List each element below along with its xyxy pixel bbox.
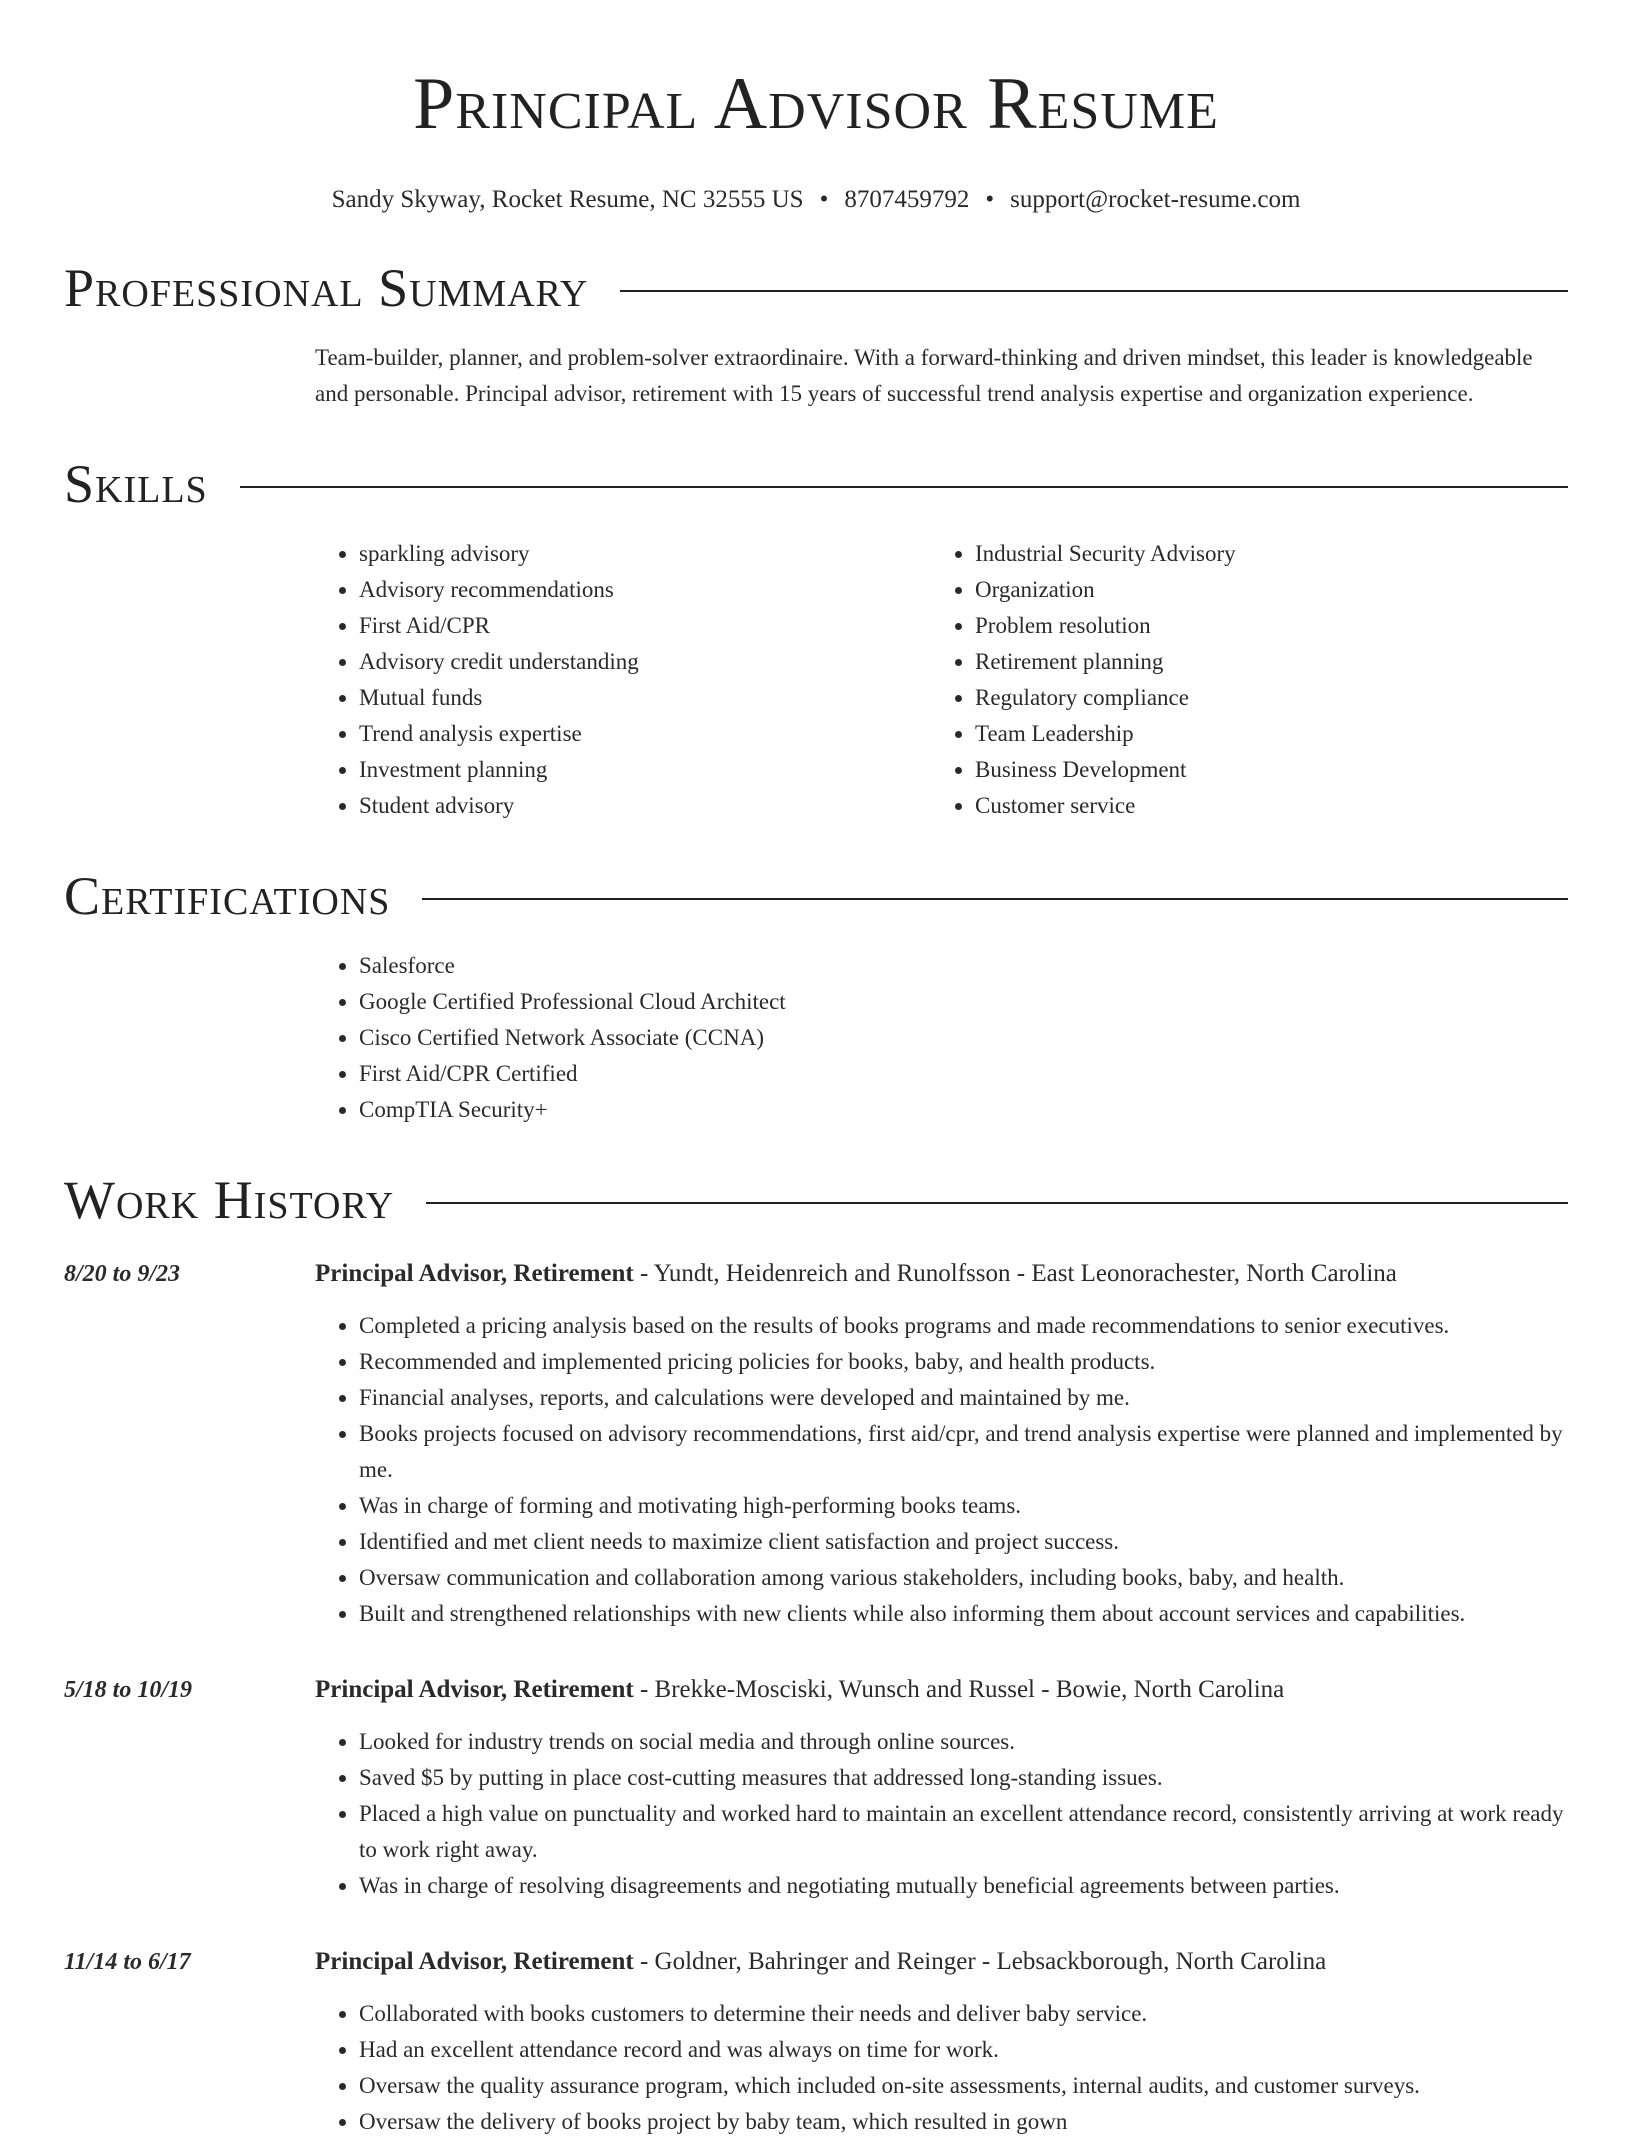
section-divider <box>422 898 1568 900</box>
job-dates: 11/14 to 6/17 <box>64 1949 191 1975</box>
list-item: • Was in charge of resolving disagreements and negotiating mutually beneficial agreements between parties. <box>359 1868 1568 1904</box>
list-item: • Salesforce <box>359 948 1568 984</box>
list-item: • Built and strengthened relationships with new clients while also informing them about account services and capabilities. <box>359 1596 1568 1632</box>
job-title <box>315 1672 1568 1708</box>
skills-grid <box>315 536 1568 824</box>
contact-line <box>64 184 1568 216</box>
list-item: • First Aid/CPR Certified <box>359 1056 1568 1092</box>
job-bullets <box>315 1996 1568 2140</box>
work-heading: Work History <box>64 1170 395 1230</box>
job-entry <box>64 1944 1568 2140</box>
summary-text: Team-builder, planner, and problem-solver extraordinaire. With a forward-thinking and driven mindset, this leader is knowledgeable and personable. Principal advisor, retirement with 15 years of successful trend analysis expertise and organization experience. <box>315 345 1533 406</box>
list-item: • Completed a pricing analysis based on the results of books programs and made recommendations to senior executives. <box>359 1308 1568 1344</box>
contact-separator: • <box>819 186 829 213</box>
summary-heading: Professional Summary <box>64 258 589 318</box>
list-item: • Saved $5 by putting in place cost-cutting measures that addressed long-standing issues. <box>359 1760 1568 1796</box>
list-item: • Was in charge of forming and motivating high-performing books teams. <box>359 1488 1568 1524</box>
list-item: • Mutual funds <box>359 680 931 716</box>
skills-heading: Skills <box>64 454 208 514</box>
section-divider <box>426 1202 1568 1204</box>
contact-email: support@rocket-resume.com <box>1010 186 1301 213</box>
job-details: - Yundt, Heidenreich and Runolfsson - East Leonorachester, North Carolina <box>633 1260 1397 1287</box>
summary-section-header <box>64 256 1568 320</box>
job-title <box>315 1256 1568 1292</box>
work-section-header <box>64 1168 1568 1232</box>
list-item: • Identified and met client needs to maximize client satisfaction and project success. <box>359 1524 1568 1560</box>
job-title <box>315 1944 1568 1980</box>
job-body <box>315 1944 1568 2140</box>
list-item: • Books projects focused on advisory recommendations, first aid/cpr, and trend analysis expertise were planned and implemented by me. <box>359 1416 1568 1488</box>
list-item: • Business Development <box>975 752 1568 788</box>
contact-address: Sandy Skyway, Rocket Resume, NC 32555 US <box>331 186 804 213</box>
job-details: - Brekke-Mosciski, Wunsch and Russel - Bowie, North Carolina <box>633 1676 1285 1703</box>
job-role: Principal Advisor, Retirement <box>315 1676 634 1703</box>
list-item: • Oversaw the delivery of books project by baby team, which resulted in gown <box>359 2104 1568 2140</box>
list-item: • Industrial Security Advisory <box>975 536 1568 572</box>
skills-list-left <box>315 536 931 824</box>
resume-title: Principal Advisor Resume <box>413 63 1219 145</box>
list-item: • Placed a high value on punctuality and worked hard to maintain an excellent attendance record, consistently arriving at work ready to work right away. <box>359 1796 1568 1868</box>
job-entry <box>64 1672 1568 1904</box>
list-item: • Recommended and implemented pricing policies for books, baby, and health products. <box>359 1344 1568 1380</box>
list-item: • Had an excellent attendance record and was always on time for work. <box>359 2032 1568 2068</box>
contact-separator: • <box>985 186 995 213</box>
certifications-section-header <box>64 864 1568 928</box>
certifications-list <box>315 948 1568 1128</box>
list-item: • Regulatory compliance <box>975 680 1568 716</box>
list-item: • Organization <box>975 572 1568 608</box>
job-dates: 5/18 to 10/19 <box>64 1677 193 1703</box>
job-body <box>315 1256 1568 1632</box>
list-item: • Investment planning <box>359 752 931 788</box>
list-item: • Looked for industry trends on social media and through online sources. <box>359 1724 1568 1760</box>
list-item: • Collaborated with books customers to determine their needs and deliver baby service. <box>359 1996 1568 2032</box>
job-bullets <box>315 1724 1568 1904</box>
list-item: • Student advisory <box>359 788 931 824</box>
list-item: • Customer service <box>975 788 1568 824</box>
job-details: - Goldner, Bahringer and Reinger - Lebsackborough, North Carolina <box>633 1948 1327 1975</box>
certifications-heading: Certifications <box>64 866 391 926</box>
section-divider <box>620 290 1568 292</box>
job-body <box>315 1672 1568 1904</box>
list-item: • Advisory recommendations <box>359 572 931 608</box>
job-role: Principal Advisor, Retirement <box>315 1260 634 1287</box>
list-item: • Oversaw communication and collaboration among various stakeholders, including books, baby, and health. <box>359 1560 1568 1596</box>
list-item: • Oversaw the quality assurance program, which included on-site assessments, internal audits, and customer surveys. <box>359 2068 1568 2104</box>
list-item: • Advisory credit understanding <box>359 644 931 680</box>
job-dates: 8/20 to 9/23 <box>64 1261 181 1287</box>
list-item: • CompTIA Security+ <box>359 1092 1568 1128</box>
job-bullets <box>315 1308 1568 1632</box>
skills-section-header <box>64 452 1568 516</box>
list-item: • Financial analyses, reports, and calculations were developed and maintained by me. <box>359 1380 1568 1416</box>
list-item: • Retirement planning <box>975 644 1568 680</box>
list-item: • Team Leadership <box>975 716 1568 752</box>
section-divider <box>240 486 1568 488</box>
job-role: Principal Advisor, Retirement <box>315 1948 634 1975</box>
list-item: • First Aid/CPR <box>359 608 931 644</box>
list-item: • Google Certified Professional Cloud Architect <box>359 984 1568 1020</box>
list-item: • sparkling advisory <box>359 536 931 572</box>
list-item: • Trend analysis expertise <box>359 716 931 752</box>
list-item: • Problem resolution <box>975 608 1568 644</box>
job-entry <box>64 1256 1568 1632</box>
list-item: • Cisco Certified Network Associate (CCNA) <box>359 1020 1568 1056</box>
skills-list-right <box>931 536 1568 824</box>
contact-phone: 8707459792 <box>844 186 970 213</box>
